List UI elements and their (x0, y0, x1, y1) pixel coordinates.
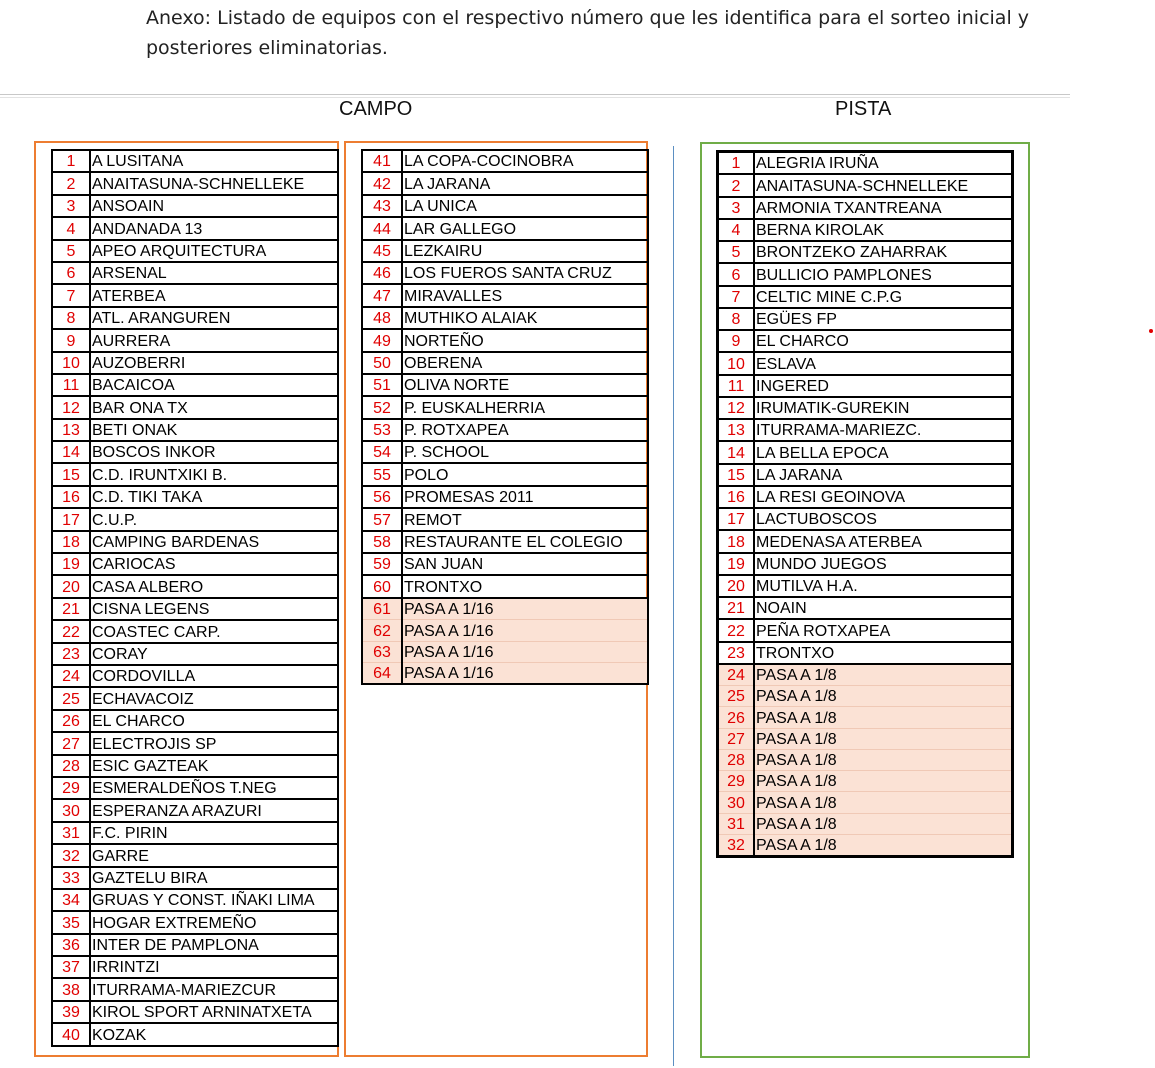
team-name: PASA A 1/16 (402, 662, 648, 684)
team-row (718, 219, 1013, 241)
team-row (718, 397, 1013, 419)
team-name: RESTAURANTE EL COLEGIO (402, 531, 648, 553)
team-number: 57 (362, 508, 402, 530)
team-row (52, 553, 338, 575)
team-row (52, 352, 338, 374)
team-row (362, 262, 648, 284)
team-number: 41 (362, 150, 402, 172)
team-row (52, 687, 338, 709)
team-row (362, 508, 648, 530)
team-row-pasa (718, 664, 1013, 686)
team-number: 25 (52, 687, 90, 709)
team-number: 40 (52, 1023, 90, 1045)
team-number: 36 (52, 934, 90, 956)
team-name: NORTEÑO (402, 329, 648, 351)
team-name: IRRINTZI (90, 956, 338, 978)
team-name: ALEGRIA IRUÑA (754, 152, 1013, 175)
team-number: 13 (52, 419, 90, 441)
team-number: 30 (52, 799, 90, 821)
team-row (718, 375, 1013, 397)
team-row (52, 508, 338, 530)
team-number: 28 (718, 749, 755, 770)
team-name: TRONTXO (754, 642, 1013, 664)
team-number: 24 (718, 664, 755, 686)
team-name: CAMPING BARDENAS (90, 531, 338, 553)
team-row (52, 732, 338, 754)
team-number: 19 (718, 553, 755, 575)
team-row-pasa (718, 813, 1013, 834)
team-row (52, 755, 338, 777)
team-number: 20 (52, 575, 90, 597)
team-number: 9 (52, 329, 90, 351)
team-name: INGERED (754, 375, 1013, 397)
team-number: 12 (718, 397, 755, 419)
team-row (362, 307, 648, 329)
team-number: 27 (52, 732, 90, 754)
team-number: 27 (718, 728, 755, 749)
team-row (52, 217, 338, 239)
team-row (718, 263, 1013, 285)
team-number: 49 (362, 329, 402, 351)
team-row (362, 329, 648, 351)
team-number: 26 (52, 710, 90, 732)
team-row (718, 619, 1013, 641)
team-row (362, 172, 648, 194)
team-row (718, 575, 1013, 597)
team-name: F.C. PIRIN (90, 822, 338, 844)
horizontal-divider (0, 94, 1070, 98)
team-name: ANSOAIN (90, 195, 338, 217)
campo-table-2 (361, 149, 649, 685)
team-number: 4 (52, 217, 90, 239)
campo-table-1 (51, 149, 339, 1047)
team-number: 32 (52, 844, 90, 866)
team-number: 60 (362, 575, 402, 597)
team-name: LA JARANA (754, 464, 1013, 486)
team-name: LOS FUEROS SANTA CRUZ (402, 262, 648, 284)
team-row (52, 240, 338, 262)
team-row (362, 352, 648, 374)
team-name: PASA A 1/8 (754, 749, 1013, 770)
team-number: 51 (362, 374, 402, 396)
team-row (52, 598, 338, 620)
team-name: P. EUSKALHERRIA (402, 396, 648, 418)
team-name: BERNA KIROLAK (754, 219, 1013, 241)
team-row-pasa (718, 707, 1013, 728)
team-row (52, 441, 338, 463)
team-name: MIRAVALLES (402, 284, 648, 306)
team-name: EL CHARCO (754, 330, 1013, 352)
team-name: PASA A 1/8 (754, 792, 1013, 813)
team-name: C.D. TIKI TAKA (90, 486, 338, 508)
team-name: OLIVA NORTE (402, 374, 648, 396)
team-number: 34 (52, 889, 90, 911)
team-row (362, 531, 648, 553)
team-name: MUTHIKO ALAIAK (402, 307, 648, 329)
team-row (718, 286, 1013, 308)
team-number: 14 (718, 441, 755, 463)
pista-table (716, 150, 1014, 858)
team-number: 22 (718, 619, 755, 641)
team-number: 24 (52, 665, 90, 687)
team-name: ECHAVACOIZ (90, 687, 338, 709)
team-name: REMOT (402, 508, 648, 530)
team-name: PASA A 1/16 (402, 598, 648, 620)
team-row (362, 240, 648, 262)
team-number: 9 (718, 330, 755, 352)
team-number: 7 (52, 284, 90, 306)
team-number: 18 (718, 530, 755, 552)
team-row (52, 643, 338, 665)
team-row (52, 710, 338, 732)
team-number: 2 (52, 172, 90, 194)
team-name: HOGAR EXTREMEÑO (90, 911, 338, 933)
team-number: 53 (362, 419, 402, 441)
team-name: ATL. ARANGUREN (90, 307, 338, 329)
team-name: ITURRAMA-MARIEZCUR (90, 978, 338, 1000)
team-number: 21 (52, 598, 90, 620)
team-name: ANAITASUNA-SCHNELLEKE (754, 174, 1013, 196)
team-row (362, 195, 648, 217)
team-row (52, 172, 338, 194)
team-number: 6 (718, 263, 755, 285)
team-name: LACTUBOSCOS (754, 508, 1013, 530)
team-number: 56 (362, 486, 402, 508)
team-row (718, 419, 1013, 441)
team-row-pasa (718, 728, 1013, 749)
team-number: 23 (718, 642, 755, 664)
team-number: 1 (52, 150, 90, 172)
team-number: 44 (362, 217, 402, 239)
team-number: 45 (362, 240, 402, 262)
team-row (362, 553, 648, 575)
team-name: LEZKAIRU (402, 240, 648, 262)
team-row (718, 352, 1013, 374)
team-row (362, 396, 648, 418)
team-name: CASA ALBERO (90, 575, 338, 597)
team-name: COASTEC CARP. (90, 620, 338, 642)
team-name: POLO (402, 463, 648, 485)
team-name: ESMERALDEÑOS T.NEG (90, 777, 338, 799)
team-row (52, 374, 338, 396)
team-row (362, 463, 648, 485)
team-number: 35 (52, 911, 90, 933)
team-number: 42 (362, 172, 402, 194)
team-row (52, 665, 338, 687)
team-name: TRONTXO (402, 575, 648, 597)
team-number: 26 (718, 707, 755, 728)
team-number: 16 (52, 486, 90, 508)
team-name: LAR GALLEGO (402, 217, 648, 239)
team-name: P. SCHOOL (402, 441, 648, 463)
team-row (718, 197, 1013, 219)
team-name: MUNDO JUEGOS (754, 553, 1013, 575)
team-number: 17 (718, 508, 755, 530)
team-name: ANDANADA 13 (90, 217, 338, 239)
team-name: PROMESAS 2011 (402, 486, 648, 508)
team-row (362, 575, 648, 597)
stray-dot-mark (1149, 329, 1153, 333)
team-number: 20 (718, 575, 755, 597)
team-number: 47 (362, 284, 402, 306)
team-row (52, 531, 338, 553)
team-number: 4 (718, 219, 755, 241)
team-number: 28 (52, 755, 90, 777)
team-name: PASA A 1/8 (754, 686, 1013, 707)
team-row (52, 956, 338, 978)
team-row (52, 911, 338, 933)
team-name: GARRE (90, 844, 338, 866)
team-name: LA UNICA (402, 195, 648, 217)
team-number: 2 (718, 174, 755, 196)
team-number: 5 (718, 241, 755, 263)
team-row (52, 575, 338, 597)
team-number: 32 (718, 834, 755, 856)
team-name: ANAITASUNA-SCHNELLEKE (90, 172, 338, 194)
team-number: 3 (718, 197, 755, 219)
team-number: 59 (362, 553, 402, 575)
team-row (362, 419, 648, 441)
pista-heading: PISTA (835, 98, 892, 120)
team-number: 15 (52, 463, 90, 485)
team-number: 61 (362, 598, 402, 620)
team-number: 30 (718, 792, 755, 813)
team-row (718, 241, 1013, 263)
team-name: PASA A 1/8 (754, 813, 1013, 834)
campo-heading: CAMPO (339, 98, 413, 120)
team-name: ESPERANZA ARAZURI (90, 799, 338, 821)
team-row (52, 262, 338, 284)
team-row (52, 419, 338, 441)
team-number: 64 (362, 662, 402, 684)
team-row (362, 486, 648, 508)
team-row-pasa (718, 771, 1013, 792)
team-name: C.U.P. (90, 508, 338, 530)
team-name: KOZAK (90, 1023, 338, 1045)
team-name: ARSENAL (90, 262, 338, 284)
team-name: NOAIN (754, 597, 1013, 619)
team-name: OBERENA (402, 352, 648, 374)
team-row (52, 307, 338, 329)
team-number: 7 (718, 286, 755, 308)
team-row (718, 642, 1013, 664)
team-number: 29 (718, 771, 755, 792)
team-row (718, 152, 1013, 175)
team-number: 29 (52, 777, 90, 799)
team-number: 5 (52, 240, 90, 262)
team-row (362, 217, 648, 239)
team-name: PASA A 1/8 (754, 707, 1013, 728)
team-number: 38 (52, 978, 90, 1000)
team-row-pasa (362, 598, 648, 620)
team-row (52, 844, 338, 866)
team-name: AURRERA (90, 329, 338, 351)
team-name: PASA A 1/8 (754, 664, 1013, 686)
team-number: 14 (52, 441, 90, 463)
team-row (718, 308, 1013, 330)
team-number: 43 (362, 195, 402, 217)
team-row-pasa (362, 662, 648, 684)
team-name: CARIOCAS (90, 553, 338, 575)
vertical-divider (673, 146, 674, 1066)
team-name: SAN JUAN (402, 553, 648, 575)
team-number: 54 (362, 441, 402, 463)
team-row (52, 934, 338, 956)
team-name: PASA A 1/8 (754, 771, 1013, 792)
team-number: 21 (718, 597, 755, 619)
team-name: PASA A 1/16 (402, 641, 648, 662)
team-row (718, 553, 1013, 575)
team-row (52, 822, 338, 844)
team-row (52, 1023, 338, 1045)
team-row (52, 150, 338, 172)
team-number: 22 (52, 620, 90, 642)
team-number: 58 (362, 531, 402, 553)
team-number: 55 (362, 463, 402, 485)
team-row (52, 867, 338, 889)
team-row (718, 508, 1013, 530)
team-row (52, 777, 338, 799)
team-number: 18 (52, 531, 90, 553)
team-row (362, 150, 648, 172)
team-name: PASA A 1/8 (754, 728, 1013, 749)
team-number: 46 (362, 262, 402, 284)
team-name: BOSCOS INKOR (90, 441, 338, 463)
team-row (52, 463, 338, 485)
team-name: EL CHARCO (90, 710, 338, 732)
team-row (52, 620, 338, 642)
team-row-pasa (718, 686, 1013, 707)
team-name: AUZOBERRI (90, 352, 338, 374)
team-name: ESIC GAZTEAK (90, 755, 338, 777)
team-name: APEO ARQUITECTURA (90, 240, 338, 262)
team-name: P. ROTXAPEA (402, 419, 648, 441)
team-name: CELTIC MINE C.P.G (754, 286, 1013, 308)
team-name: LA JARANA (402, 172, 648, 194)
team-row-pasa (718, 834, 1013, 856)
team-row (52, 1001, 338, 1023)
team-number: 37 (52, 956, 90, 978)
team-name: BACAICOA (90, 374, 338, 396)
team-number: 8 (718, 308, 755, 330)
intro-paragraph: Anexo: Listado de equipos con el respectivo número que les identifica para el sorteo inicial y posteriores eliminatorias. (146, 7, 1030, 59)
team-number: 10 (52, 352, 90, 374)
team-name: GRUAS Y CONST. IÑAKI LIMA (90, 889, 338, 911)
team-number: 12 (52, 396, 90, 418)
team-number: 19 (52, 553, 90, 575)
team-name: A LUSITANA (90, 150, 338, 172)
team-name: GAZTELU BIRA (90, 867, 338, 889)
team-row (52, 889, 338, 911)
team-row (718, 330, 1013, 352)
team-number: 25 (718, 686, 755, 707)
team-number: 1 (718, 152, 755, 175)
team-name: BETI ONAK (90, 419, 338, 441)
team-name: MEDENASA ATERBEA (754, 530, 1013, 552)
team-row-pasa (718, 792, 1013, 813)
team-number: 39 (52, 1001, 90, 1023)
team-number: 10 (718, 352, 755, 374)
team-row (52, 195, 338, 217)
team-number: 52 (362, 396, 402, 418)
team-name: EGÜES FP (754, 308, 1013, 330)
team-number: 62 (362, 620, 402, 641)
team-number: 50 (362, 352, 402, 374)
team-number: 23 (52, 643, 90, 665)
team-name: PEÑA ROTXAPEA (754, 619, 1013, 641)
team-name: LA RESI GEOINOVA (754, 486, 1013, 508)
team-number: 33 (52, 867, 90, 889)
team-number: 17 (52, 508, 90, 530)
team-row (52, 396, 338, 418)
team-name: ELECTROJIS SP (90, 732, 338, 754)
team-row (718, 597, 1013, 619)
team-name: ATERBEA (90, 284, 338, 306)
team-number: 48 (362, 307, 402, 329)
team-number: 11 (718, 375, 755, 397)
team-name: PASA A 1/16 (402, 620, 648, 641)
team-name: BAR ONA TX (90, 396, 338, 418)
team-row-pasa (362, 620, 648, 641)
team-name: IRUMATIK-GUREKIN (754, 397, 1013, 419)
team-row (718, 441, 1013, 463)
team-number: 31 (52, 822, 90, 844)
team-row (52, 284, 338, 306)
team-number: 31 (718, 813, 755, 834)
team-name: ESLAVA (754, 352, 1013, 374)
team-name: LA BELLA EPOCA (754, 441, 1013, 463)
team-row (362, 284, 648, 306)
team-number: 16 (718, 486, 755, 508)
team-number: 3 (52, 195, 90, 217)
team-row (52, 799, 338, 821)
team-number: 11 (52, 374, 90, 396)
team-row (718, 464, 1013, 486)
team-number: 6 (52, 262, 90, 284)
team-row (718, 486, 1013, 508)
team-name: CORDOVILLA (90, 665, 338, 687)
team-name: LA COPA-COCINOBRA (402, 150, 648, 172)
team-name: ARMONIA TXANTREANA (754, 197, 1013, 219)
team-name: BRONTZEKO ZAHARRAK (754, 241, 1013, 263)
team-name: MUTILVA H.A. (754, 575, 1013, 597)
team-row (718, 174, 1013, 196)
team-name: BULLICIO PAMPLONES (754, 263, 1013, 285)
team-name: CORAY (90, 643, 338, 665)
team-row (52, 329, 338, 351)
team-name: CISNA LEGENS (90, 598, 338, 620)
team-number: 13 (718, 419, 755, 441)
team-row (362, 441, 648, 463)
team-name: ITURRAMA-MARIEZC. (754, 419, 1013, 441)
team-number: 8 (52, 307, 90, 329)
team-row (52, 486, 338, 508)
team-name: C.D. IRUNTXIKI B. (90, 463, 338, 485)
team-name: PASA A 1/8 (754, 834, 1013, 856)
team-row-pasa (362, 641, 648, 662)
team-name: KIROL SPORT ARNINATXETA (90, 1001, 338, 1023)
team-row-pasa (718, 749, 1013, 770)
team-row (718, 530, 1013, 552)
team-name: INTER DE PAMPLONA (90, 934, 338, 956)
team-number: 15 (718, 464, 755, 486)
team-number: 63 (362, 641, 402, 662)
team-row (52, 978, 338, 1000)
team-row (362, 374, 648, 396)
